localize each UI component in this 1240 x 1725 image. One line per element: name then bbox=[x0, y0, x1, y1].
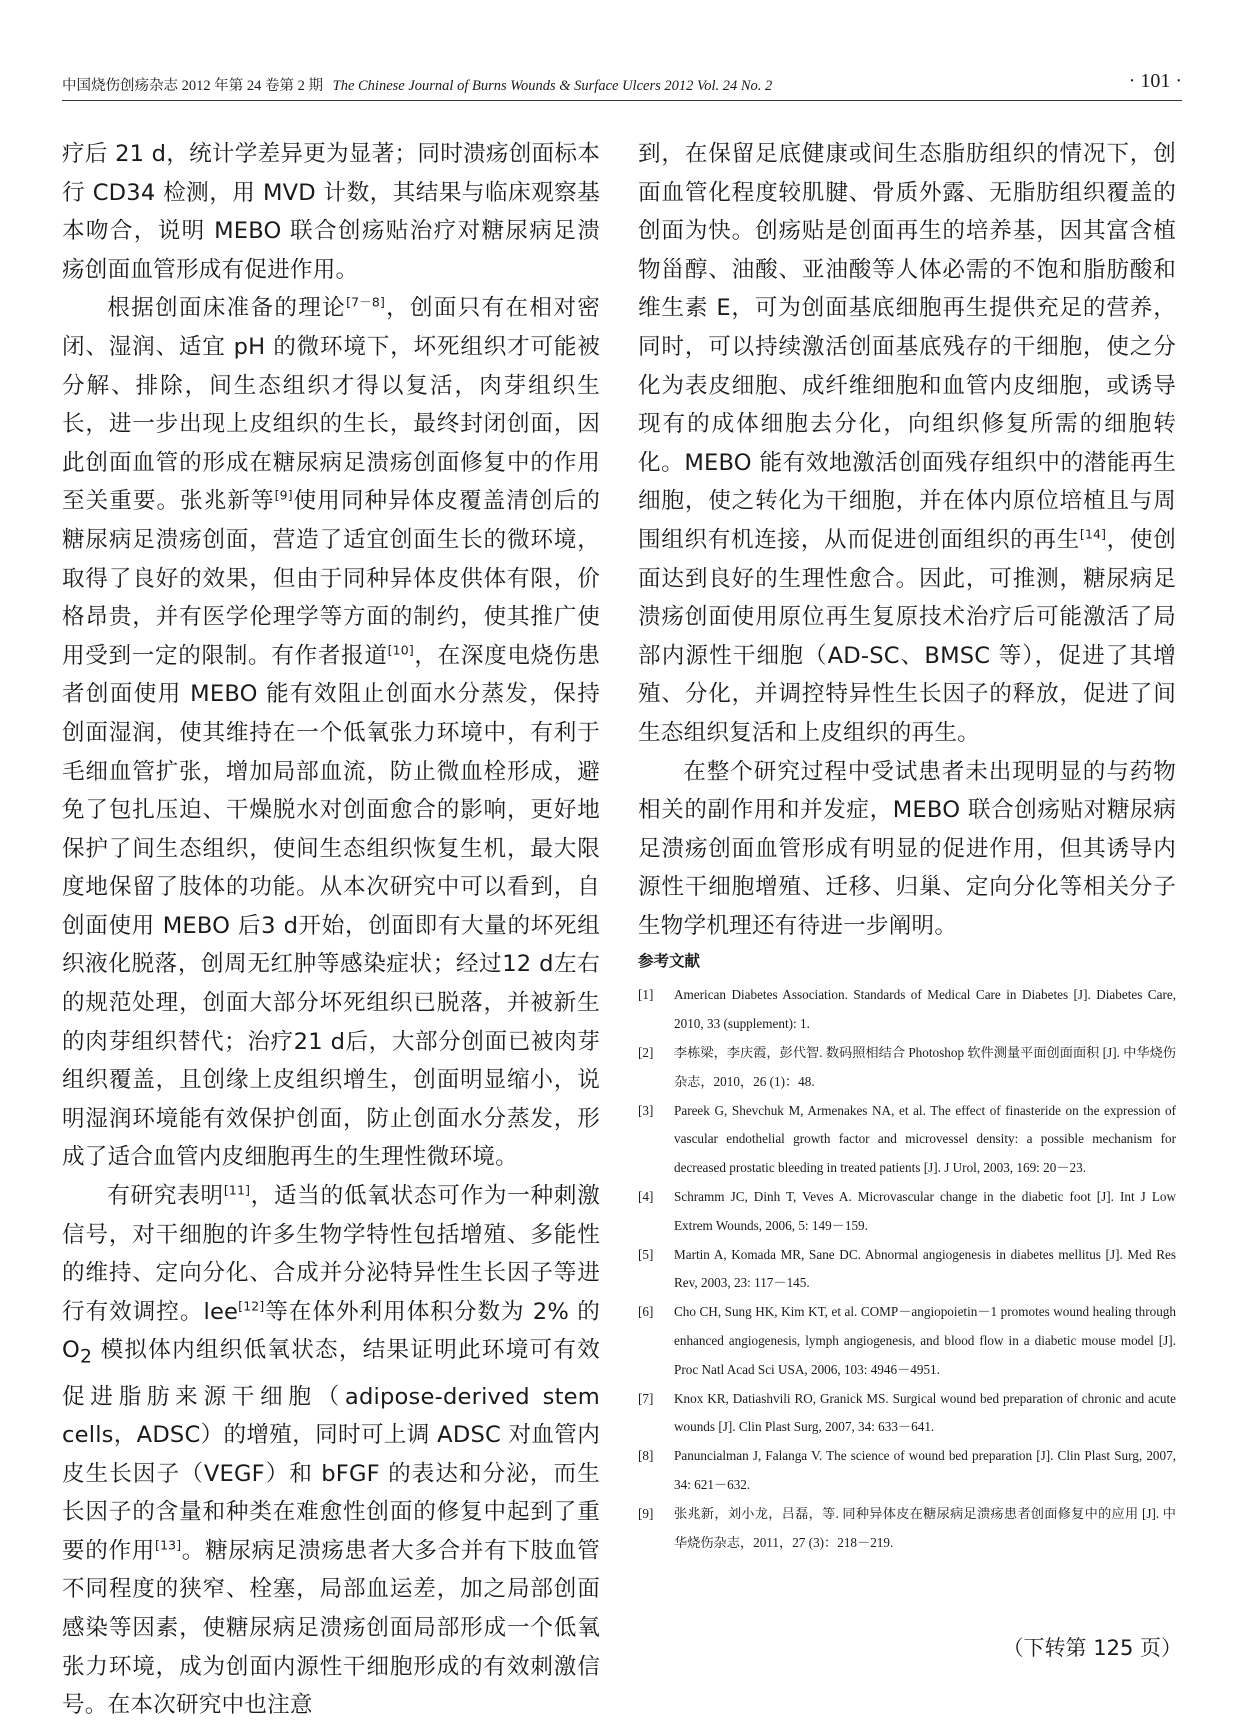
reference-number: [9] bbox=[638, 1505, 654, 1521]
paragraph-3 bbox=[62, 1177, 600, 1725]
reference-item bbox=[638, 1385, 1176, 1443]
text-run: ，在深度电烧伤患者创面使用 MEBO 能有效阻止创面水分蒸发，保持创面湿润，使其维持在一个低氧张力环境中，有利于毛细血管扩张，增加局部血流，防止微血栓形成，避免了包扎压迫、干燥脱水对创面愈合的影响，更好地保护了间生态组织，使间生态组织恢复生机，最大限度地保留了肢体的功能。从本次研究中可以看到，自创面使用 MEBO 后3 d开始，创面即有大量的坏死组织液化脱落，创周无红肿等感染症状；经过12 d左右的规范处理，创面大部分坏死组织已脱落，并被新生的肉芽组织替代；治疗21 d后，大部分创面已被肉芽组织覆盖，且创缘上皮组织增生，创面明显缩小，说明湿润环境能有效保护创面，防止创面水分蒸发，形成了适合血管内皮细胞再生的生理性微环境。 bbox=[62, 642, 600, 1171]
citation: [7－8] bbox=[346, 294, 385, 310]
text-run: 根据创面床准备的理论 bbox=[107, 295, 347, 322]
left-column bbox=[62, 135, 600, 1725]
paragraph-1: 疗后 21 d，统计学差异更为显著；同时溃疡创面标本行 CD34 检测，用 MVD 计数，其结果与临床观察基本吻合，说明 MEBO 联合创疡贴治疗对糖尿病足溃疡创面血管形成有促进作用。 bbox=[62, 141, 600, 283]
reference-list bbox=[638, 981, 1176, 1557]
reference-text: Cho CH, Sung HK, Kim KT, et al. COMP－angiopoietin－1 promotes wound healing through enhanced angiogenesis, lymph angiogenesis, and blood flow in a diabetic mouse model [J]. Proc Natl Acad Sci USA, 2006, 103: 4946－4951. bbox=[674, 1304, 1176, 1377]
reference-text: 张兆新，刘小龙，吕磊，等. 同种异体皮在糖尿病足溃疡患者创面修复中的应用 [J]. 中华烧伤杂志，2011，27 (3)：218－219. bbox=[674, 1505, 1176, 1550]
reference-text: Martin A, Komada MR, Sane DC. Abnormal angiogenesis in diabetes mellitus [J]. Med Res Rev, 2003, 23: 117－145. bbox=[674, 1246, 1176, 1291]
reference-number: [2] bbox=[638, 1045, 654, 1061]
journal-citation bbox=[62, 74, 772, 95]
reference-text: Schramm JC, Dinh T, Veves A. Microvascular change in the diabetic foot [J]. Int J Low Extrem Wounds, 2006, 5: 149－159. bbox=[674, 1189, 1176, 1233]
text-run: ，适当的低氧状态可作为一种刺激信号，对干细胞的许多生物学特性包括增殖、多能性的维持、定向分化、合成并分泌特异性生长因子等进行有效调控。lee bbox=[62, 1183, 600, 1325]
page-number: · 101 · bbox=[1128, 70, 1182, 92]
continued-note: （下转第 125 页） bbox=[1002, 1636, 1182, 1660]
reference-item bbox=[638, 1298, 1176, 1384]
reference-item bbox=[638, 1039, 1176, 1097]
reference-item bbox=[638, 1500, 1176, 1558]
reference-item bbox=[638, 981, 1176, 1039]
text-run: ，创面只有在相对密闭、湿润、适宜 pH 的微环境下，坏死组织才可能被分解、排除，间生态组织才得以复活，肉芽组织生长，进一步出现上皮组织的生长，最终封闭创面，因此创面血管的形成在糖尿病足溃疡创面修复中的作用至关重要。张兆新等 bbox=[62, 295, 600, 515]
citation: [12] bbox=[238, 1298, 265, 1314]
references-heading: 参考文献 bbox=[638, 952, 701, 971]
citation: [11] bbox=[223, 1182, 251, 1198]
reference-text: Pareek G, Shevchuk M, Armenakes NA, et al. The effect of finasteride on the expression of vascular endothelial growth factor and microvessel density: a possible mechanism for decreased prostatic bleeding in treated patients [J]. J Urol, 2003, 169: 20－23. bbox=[674, 1102, 1176, 1176]
text-run: 有研究表明 bbox=[107, 1183, 224, 1210]
reference-text: American Diabetes Association. Standards of Medical Care in Diabetes [J]. Diabetes Care, 2010, 33 (supplement): 1. bbox=[674, 987, 1176, 1032]
citation: [13] bbox=[155, 1537, 182, 1553]
paragraph-continued bbox=[638, 135, 1176, 753]
journal-title-en: The Chinese Journal of Burns Wounds & Surface Ulcers 2012 Vol. 24 No. 2 bbox=[332, 78, 773, 94]
reference-number: [1] bbox=[638, 987, 654, 1003]
reference-item bbox=[638, 1183, 1176, 1241]
subscript: 2 bbox=[79, 1346, 93, 1368]
reference-number: [8] bbox=[638, 1448, 654, 1464]
citation: [9] bbox=[274, 487, 293, 503]
reference-item bbox=[638, 1442, 1176, 1500]
text-run: ，使创面达到良好的生理性愈合。因此，可推测，糖尿病足溃疡创面使用原位再生复原技术治疗后可能激活了局部内源性干细胞（AD-SC、BMSC 等），促进了其增殖、分化，并调控特异性生长因子的释放，促进了间生态组织复活和上皮组织的再生。 bbox=[638, 526, 1176, 746]
reference-number: [4] bbox=[638, 1189, 654, 1205]
reference-item bbox=[638, 1241, 1176, 1299]
text-run: 等在体外利用体积分数为 2% 的 O bbox=[62, 1298, 600, 1364]
reference-number: [3] bbox=[638, 1102, 654, 1118]
reference-item bbox=[638, 1097, 1176, 1183]
text-run: 到，在保留足底健康或间生态脂肪组织的情况下，创面血管化程度较肌腱、骨质外露、无脂肪组织覆盖的创面为快。创疡贴是创面再生的培养基，因其富含植物甾醇、油酸、亚油酸等人体必需的不饱和脂肪酸和维生素 E，可为创面基底细胞再生提供充足的营养，同时，可以持续激活创面基底残存的干细胞，使之分化为表皮细胞、成纤维细胞和血管内皮细胞，或诱导现有的成体细胞去分化，向组织修复所需的细胞转化。MEBO 能有效地激活创面残存组织中的潜能再生细胞，使之转化为干细胞，并在体内原位培植且与周围组织有机连接，从而促进创面组织的再生 bbox=[638, 141, 1176, 553]
right-column bbox=[638, 135, 1176, 1557]
reference-text: Knox KR, Datiashvili RO, Granick MS. Surgical wound bed preparation of chronic and acute wounds [J]. Clin Plast Surg, 2007, 34: 633－641. bbox=[674, 1390, 1176, 1435]
running-header bbox=[62, 70, 1182, 101]
reference-text: Panuncialman J, Falanga V. The science of wound bed preparation [J]. Clin Plast Surg, 2007, 34: 621－632. bbox=[674, 1448, 1176, 1493]
reference-text: 李栋梁，李庆霞，彭代智. 数码照相结合 Photoshop 软件测量平面创面面积 [J]. 中华烧伤杂志，2010，26 (1)：48. bbox=[674, 1045, 1176, 1089]
citation: [14] bbox=[1079, 526, 1107, 542]
citation: [10] bbox=[387, 642, 414, 658]
text-run: 使用同种异体皮覆盖清创后的糖尿病足溃疡创面，营造了适宜创面生长的微环境，取得了良好的效果，但由于同种异体皮供体有限，价格昂贵，并有医学伦理学等方面的制约，使其推广使用受到一定的限制。有作者报道 bbox=[62, 488, 600, 669]
paragraph-conclusion: 在整个研究过程中受试患者未出现明显的与药物相关的副作用和并发症，MEBO 联合创疡贴对糖尿病足溃疡创面血管形成有明显的促进作用，但其诱导内源性干细胞增殖、迁移、归巢、定向分化等相关分子生物学机理还有待进一步阐明。 bbox=[638, 758, 1176, 939]
journal-title-cn: 中国烧伤创疡杂志 2012 年第 24 卷第 2 期 bbox=[62, 78, 323, 94]
reference-number: [7] bbox=[638, 1390, 654, 1406]
reference-number: [6] bbox=[638, 1304, 654, 1320]
text-run: 模拟体内组织低氧状态，结果证明此环境可有效促进脂肪来源干细胞（adipose-derived stem cells，ADSC）的增殖，同时可上调 ADSC 对血管内皮生长因子（VEGF）和 bFGF 的表达和分泌，而生长因子的含量和种类在难愈性创面的修复中起到了重要的作用 bbox=[62, 1337, 600, 1564]
reference-number: [5] bbox=[638, 1246, 654, 1262]
text-run: 。糖尿病足溃疡患者大多合并有下肢血管不同程度的狭窄、栓塞，局部血运差，加之局部创面感染等因素，使糖尿病足溃疡创面局部形成一个低氧张力环境，成为创面内源性干细胞形成的有效刺激信号。在本次研究中也注意 bbox=[62, 1537, 600, 1719]
paragraph-2 bbox=[62, 289, 600, 1177]
